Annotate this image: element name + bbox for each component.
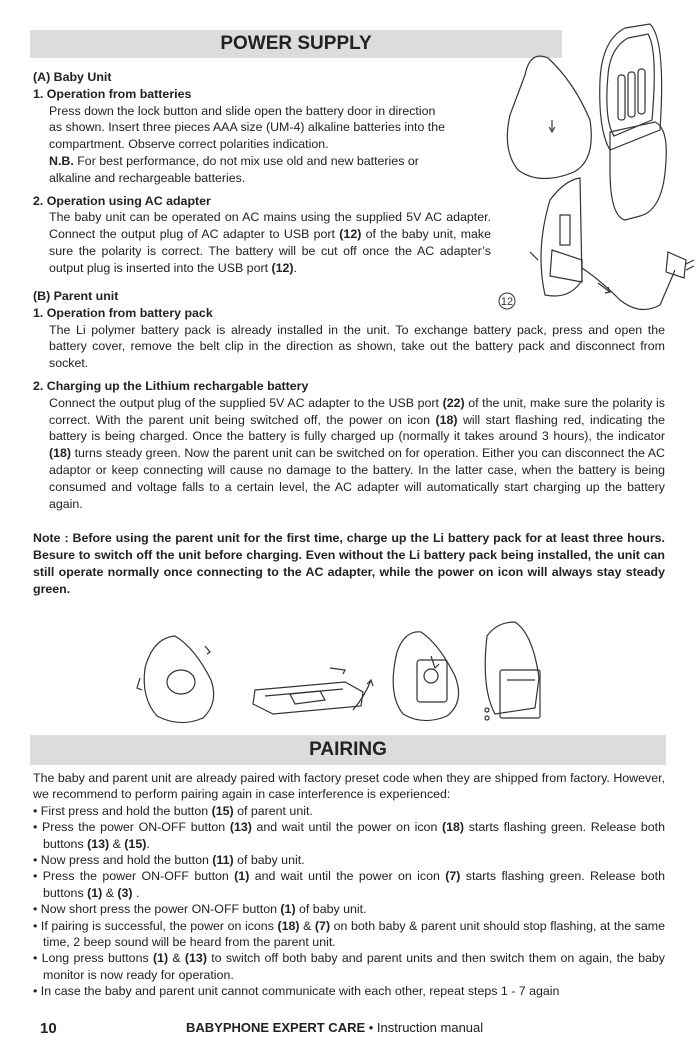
pairing-heading: PAIRING <box>30 735 666 765</box>
page-number: 10 <box>40 1020 57 1037</box>
parent-unit-section <box>33 288 665 512</box>
battery-pack-text: The Li polymer battery pack is already installed in the unit. To exchange battery pack, press and open the battery cover, remove the belt clip in the direction as shown, take out the battery pack and disconnect from socket. <box>49 322 665 371</box>
charging-text: Connect the output plug of the supplied 5V AC adapter to the USB port (22) of the unit, make sure the polarity is correct. With the parent unit being switched off, the power on icon (18) will start flashing red, indicating the battery is being charged. Once the battery is fully charged up (normally it takes around 3 hours), the indicator (18) turns steady green. Now the parent unit can be switched on for operation. Either you can disconnect the AC adaptor or keep connecting will cause no damage to the battery. In the latter case, when the battery is being consumed and voltage falls to a certain level, the AC adapter will automatically start charging up the battery again. <box>49 395 665 511</box>
parent-unit-illustration <box>135 618 555 733</box>
pairing-intro: The baby and parent unit are already paired with factory preset code when they are shipped from factory. However, we recommend to perform pairing again in case interference is experienced: <box>33 771 665 802</box>
pairing-step: • If pairing is successful, the power on icons (18) & (7) on both baby & parent unit should stop flashing, at the same time, 2 beep sound will be heard from the parent unit. <box>33 918 665 950</box>
pairing-step: • First press and hold the button (15) of parent unit. <box>33 803 313 818</box>
pairing-step: • Press the power ON-OFF button (13) and wait until the power on icon (18) starts flashing green. Release both buttons (13) & (15). <box>33 820 666 851</box>
battery-pack-heading: 1. Operation from battery pack <box>33 305 213 320</box>
baby-unit-illustration <box>490 20 695 320</box>
baby-unit-heading: (A) Baby Unit <box>33 70 112 84</box>
charging-note: Note : Before using the parent unit for the first time, charge up the Li battery pack for at least three hours. Besure to switch off the unit before charging. Even without the Li battery pack being installed, the unit can still operate normally once connecting to the AC adapter, while the power on icon will always stay steady green. <box>33 531 665 596</box>
baby-unit-section <box>33 69 498 277</box>
footer-title: BABYPHONE EXPERT CARE • Instruction manual <box>186 1020 484 1035</box>
pairing-section <box>33 770 665 1000</box>
batteries-text: Press down the lock button and slide open the battery door in direction as shown. Insert three pieces AAA size (UM-4) alkaline batteries into the compartment. Observe correct polarities indication. N.B. For best performance, do not mix use old and new batteries or alkaline and rechargeable batteries. <box>49 103 446 185</box>
charging-heading: 2. Charging up the Lithium rechargable battery <box>33 378 309 393</box>
ac-adapter-text: The baby unit can be operated on AC mains using the supplied 5V AC adapter. Connect the output plug of AC adapter to USB port (12) of the baby unit, make sure the polarity is correct. The battery will be cut off once the AC adapter’s output plug is inserted into the USB port (12). <box>49 210 491 275</box>
pairing-step: • In case the baby and parent unit cannot communicate with each other, repeat steps 1 - 7 again <box>33 984 560 999</box>
pairing-step: • Press the power ON-OFF button (1) and wait until the power on icon (7) starts flashing green. Release both buttons (1) & (3) . <box>33 869 665 900</box>
ac-adapter-heading: 2. Operation using AC adapter <box>33 193 211 208</box>
batteries-heading: 1. Operation from batteries <box>33 86 192 101</box>
pairing-step: • Now press and hold the button (11) of baby unit. <box>33 853 305 868</box>
parent-unit-heading: (B) Parent unit <box>33 289 119 303</box>
pairing-step: • Now short press the power ON-OFF button (1) of baby unit. <box>33 902 367 917</box>
callout-12: 12 <box>500 296 514 308</box>
pairing-step: • Long press buttons (1) & (13) to switch off both baby and parent units and then switch them on again, the baby monitor is now ready for operation. <box>33 951 665 982</box>
power-supply-heading: POWER SUPPLY <box>30 30 562 58</box>
